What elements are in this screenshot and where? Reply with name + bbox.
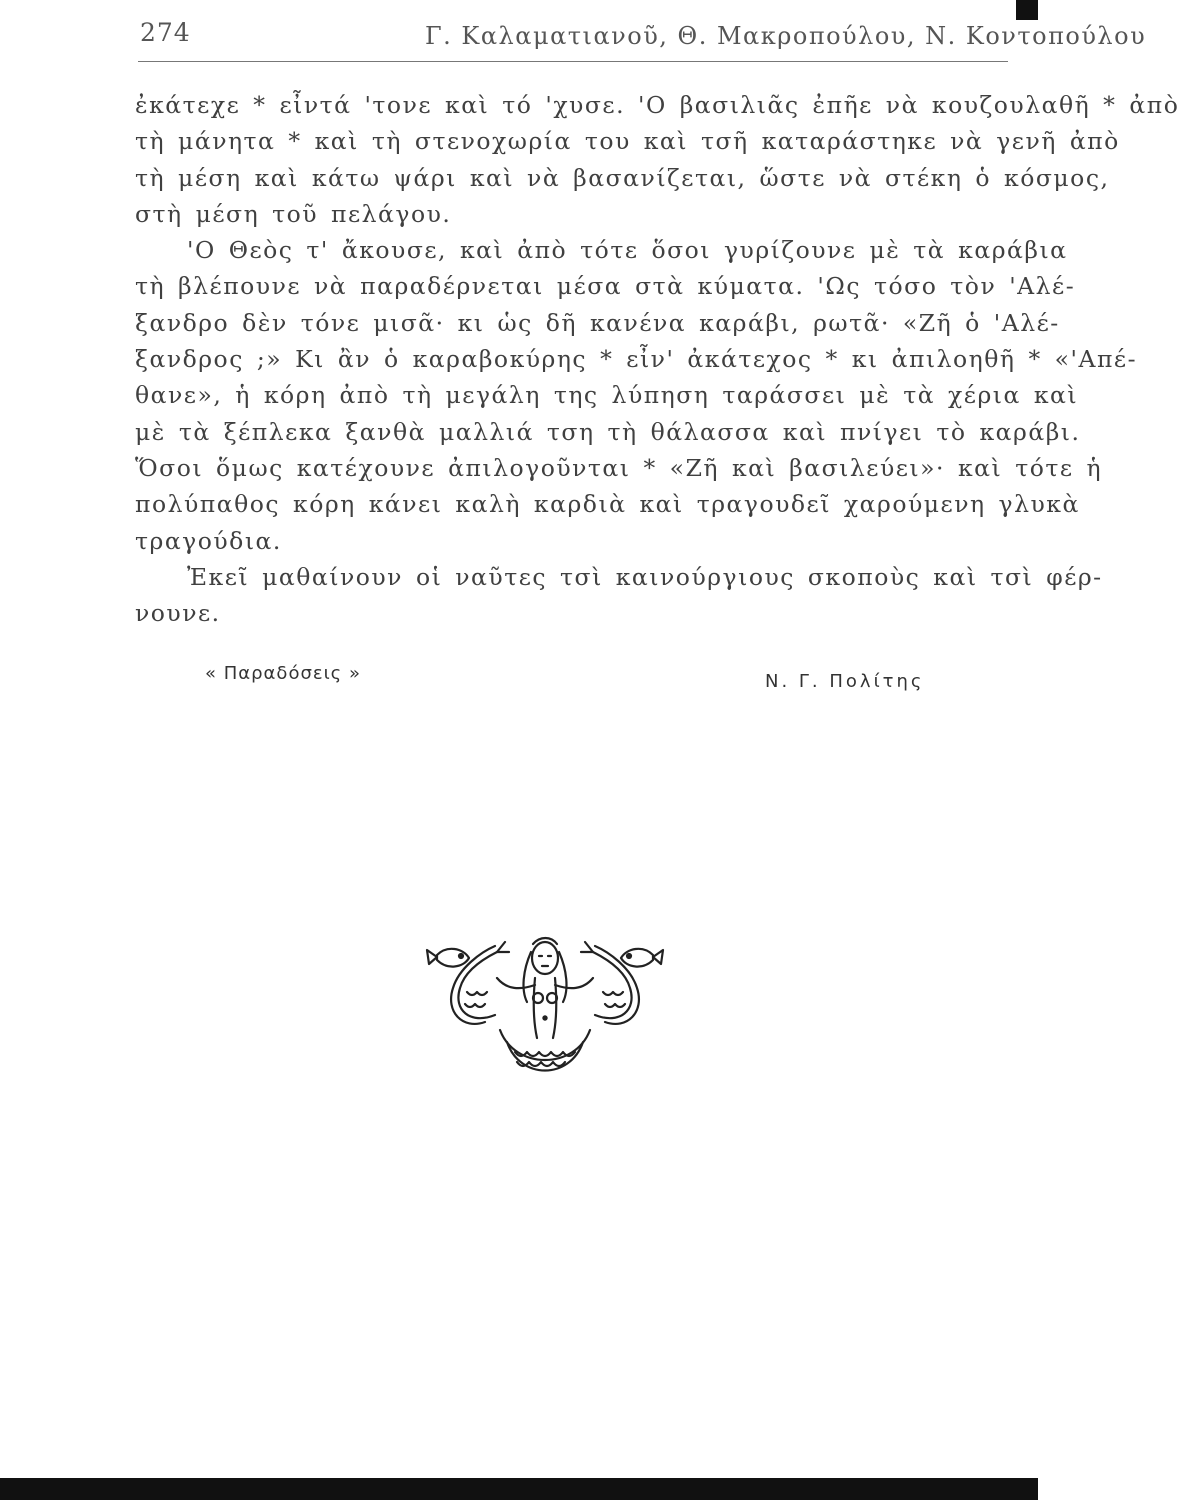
text-line: Ἐκεῖ μαθαίνουν οἱ ναῦτες τσὶ καινούργιους σκοποὺς καὶ τσὶ φέρ- — [187, 562, 1103, 591]
text-line: Ὅσοι ὅμως κατέχουνε ἀπιλογοῦνται * «Ζῆ καὶ βασιλεύει»· καὶ τότε ἡ — [135, 453, 1103, 482]
text-line: μὲ τὰ ξέπλεκα ξανθὰ μαλλιά τση τὴ θάλασσα καὶ πνίγει τὸ καράβι. — [135, 417, 1081, 446]
text-line: ξανδρος ;» Κι ἂν ὁ καραβοκύρης * εἶν' ἀκάτεχος * κι ἀπιλοηθῆ * «'Απέ- — [135, 345, 1138, 374]
mermaid-with-two-tails-holding-fish-icon — [425, 930, 665, 1090]
text-line: τὴ βλέπουνε νὰ παραδέρνεται μέσα στὰ κύματα. 'Ως τόσο τὸν 'Αλέ- — [135, 272, 1076, 301]
text-line: στὴ μέση τοῦ πελάγου. — [135, 199, 452, 228]
body-text — [135, 87, 1179, 631]
page-header — [140, 18, 1147, 58]
text-line: τὴ μάνητα * καὶ τὴ στενοχωρία του καὶ τσῆ καταράστηκε νὰ γενῆ ἀπὸ — [135, 127, 1120, 156]
author-signature: Ν. Γ. Πολίτης — [765, 671, 925, 692]
text-line: 'Ο Θεὸς τ' ἄκουσε, καὶ ἀπὸ τότε ὅσοι γυρίζουνε μὲ τὰ καράβια — [187, 236, 1068, 265]
text-line: τραγούδια. — [135, 526, 282, 555]
text-line: θανε», ἡ κόρη ἀπὸ τὴ μεγάλη της λύπηση ταράσσει μὲ τὰ χέρια καὶ — [135, 381, 1079, 410]
text-line: νουνε. — [135, 599, 221, 628]
scan-edge-top — [1016, 0, 1038, 20]
text-line: ἐκάτεχε * εἶντά 'τονε καὶ τό 'χυσε. 'Ο βασιλιᾶς ἐπῆε νὰ κουζουλαθῆ * ἀπὸ — [135, 91, 1179, 119]
text-line: πολύπαθος κόρη κάνει καλὴ καρδιὰ καὶ τραγουδεῖ χαρούμενη γλυκὰ — [135, 490, 1080, 519]
scan-edge-bottom — [0, 1478, 1038, 1500]
page-number: 274 — [140, 18, 191, 47]
text-line: τὴ μέση καὶ κάτω ψάρι καὶ νὰ βασανίζεται, ὥστε νὰ στέκη ὁ κόσμος, — [135, 163, 1110, 192]
source-citation: « Παραδόσεις » — [205, 663, 361, 684]
running-head: Γ. Καλαματιανοῦ, Θ. Μακροπούλου, Ν. Κοντοπούλου — [425, 22, 1147, 50]
text-line: ξανδρο δὲν τόνε μισᾶ· κι ὡς δῆ κανένα καράβι, ρωτᾶ· «Ζῆ ὁ 'Αλέ- — [135, 308, 1060, 337]
header-rule — [138, 61, 1008, 62]
